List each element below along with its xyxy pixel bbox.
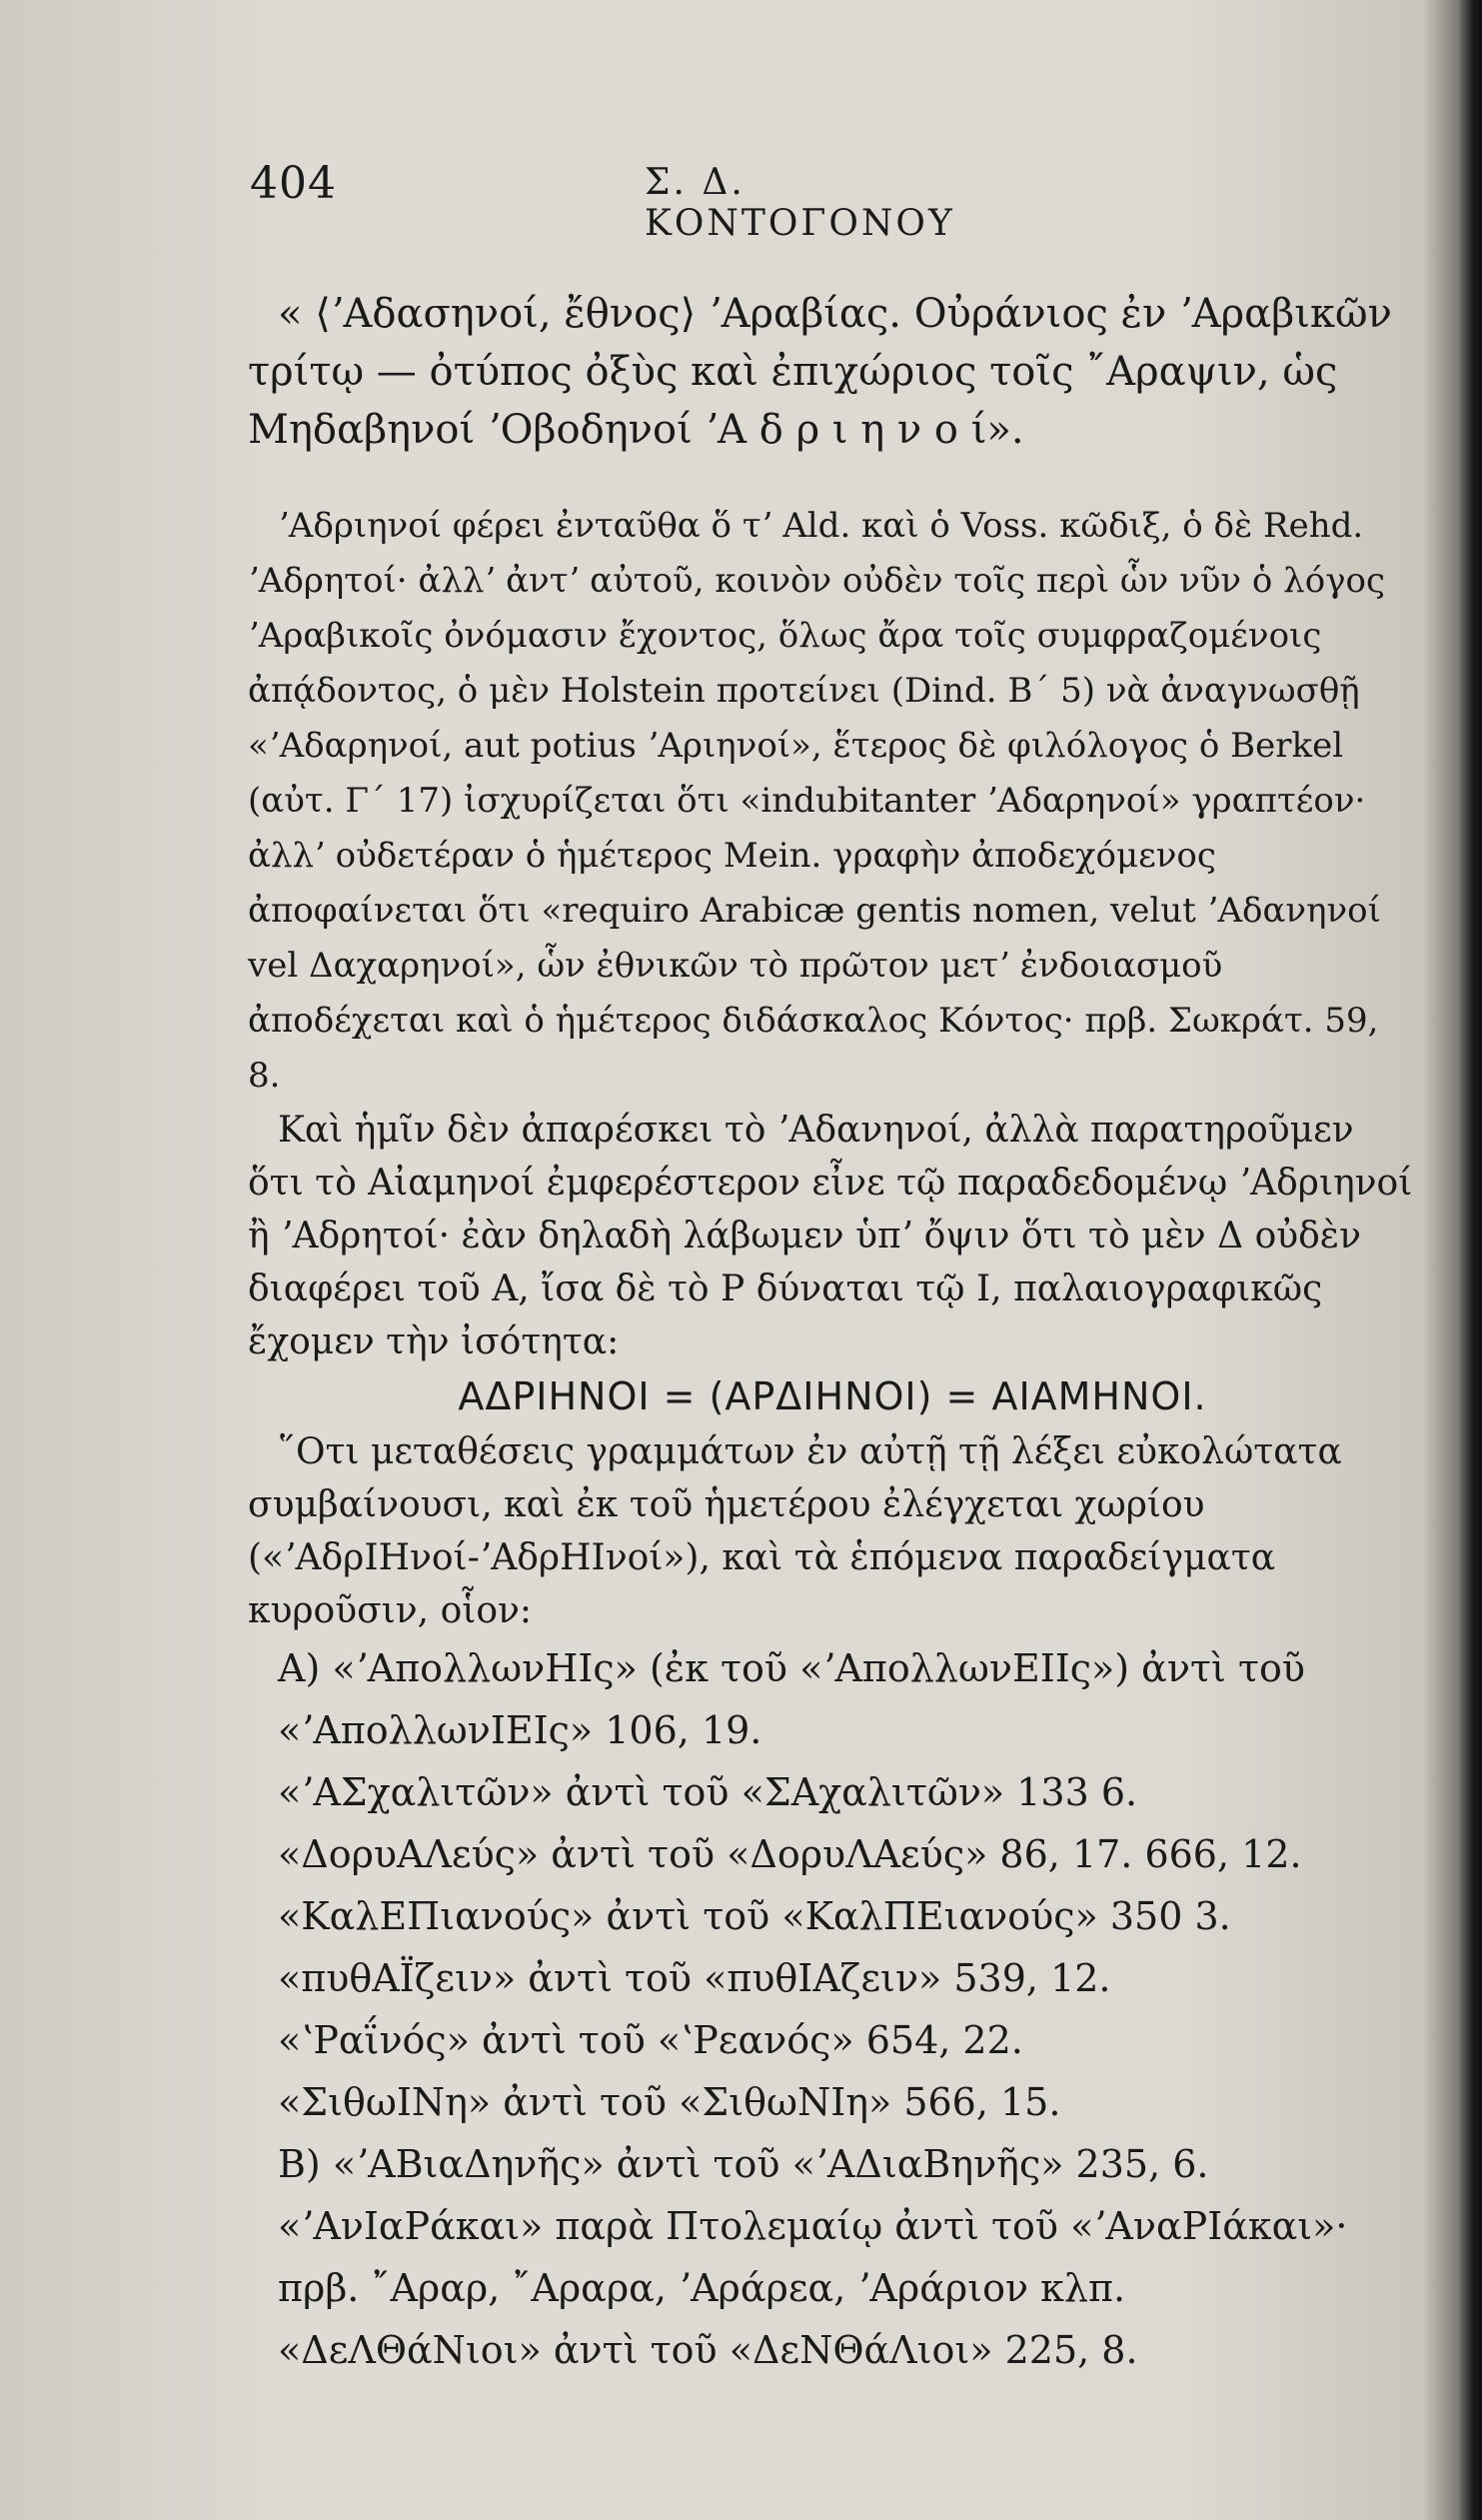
example-a-1: Α) «ʼΑπολλωνΗΙς» (ἐκ τοῦ «ʼΑπολλωνΕΙΙς») ἀντὶ τοῦ «ʼΑπολλωνΙΕΙς» 106, 19. xyxy=(278,1646,1305,1752)
critical-note: ʼΑδριηνοί φέρει ἐνταῦθα ὅ τʼ Ald. καὶ ὁ Voss. κῶδιξ, ὁ δὲ Rehd. ʼΑδρητοί· ἀλλʼ ἀντʼ αὐτοῦ, κοινὸν οὐδὲν τοῖς περὶ ὧν νῦν ὁ λόγος ʼΑραβικοῖς ὀνόμασιν ἔχοντος, ὅλως ἄρα τοῖς συμφραζομένοις ἀπᾴδοντος, ὁ μὲν Holstein προτείνει (Dind. Β΄ 5) νὰ ἀναγνωσθῇ «ʼΑδαρηνοί, aut potius ʼΑριηνοί», ἕτερος δὲ φιλόλογος ὁ Berkel (αὐτ. Γ΄ 17) ἰσχυρίζεται ὅτι «indubitanter ʼΑδαρηνοί» γραπτέον· ἀλλʼ οὐδετέραν ὁ ἡμέτερος Mein. γραφὴν ἀποδεχόμενος ἀποφαίνεται ὅτι «requiro Arabicæ gentis nomen, velut ʼΑδανηνοί vel Δαχαρηνοί», ὧν ἐθνικῶν τὸ πρῶτον μετʼ ἐνδοιασμοῦ ἀποδέχεται καὶ ὁ ἡμέτερος διδάσκαλος Κόντος· πρβ. Σωκράτ. 59, 8. xyxy=(248,506,1386,1096)
page-body xyxy=(248,285,1417,2381)
example-a-6: «ʽΡαΐνός» ἀντὶ τοῦ «ʽΡεανός» 654, 22. xyxy=(278,2018,1023,2062)
example-a-7: «ΣιθωΙΝη» ἀντὶ τοῦ «ΣιθωΝΙη» 566, 15. xyxy=(278,2080,1061,2124)
example-a-3: «ΔορυΑΛεύς» ἀντὶ τοῦ «ΔορυΛΑεύς» 86, 17. 666, 12. xyxy=(278,1832,1302,1876)
lexicon-entry: « ⟨ʼΑδασηνοί, ἔθνος⟩ ʼΑραβίας. Οὐράνιος ἐν ʼΑραβικῶν τρίτῳ — ὀτύπος ὀξὺς καὶ ἐπιχώριος τοῖς ῎Αραψιν, ὡς Μηδαβηνοί ʼΟβοδηνοί ʼΑ δ ρ ι η ν ο ί». xyxy=(248,291,1392,453)
examples-b xyxy=(248,2133,1417,2381)
example-b-1: Β) «ʼΑΒιαΔηνῆς» ἀντὶ τοῦ «ʼΑΔιαΒηνῆς» 235, 6. xyxy=(278,2142,1209,2186)
example-a-5: «πυθΑΪζειν» ἀντὶ τοῦ «πυθΙΑζειν» 539, 12. xyxy=(278,1956,1111,2000)
running-head: Σ. Δ. ΚΟΝΤΟΓΟΝΟΥ xyxy=(645,162,955,244)
example-b-2: «ʼΑνΙαΡάκαι» παρὰ Πτολεμαίῳ ἀντὶ τοῦ «ʼΑναΡΙάκαι»· πρβ. ῎Αραρ, ῎Αραρα, ʼΑράρεα, ʼΑράριον κλπ. xyxy=(278,2204,1348,2310)
example-a-2: «ʼΑΣχαλιτῶν» ἀντὶ τοῦ «ΣΑχαλιτῶν» 133 6. xyxy=(278,1770,1138,1814)
example-b-3: «ΔεΛΘάΝιοι» ἀντὶ τοῦ «ΔεΝΘάΛιοι» 225, 8. xyxy=(278,2328,1138,2372)
example-a-4: «ΚαλΕΠιανούς» ἀντὶ τοῦ «ΚαλΠΕιανούς» 350 3. xyxy=(278,1894,1231,1938)
examples-a xyxy=(248,1637,1417,2133)
page-edge-shadow xyxy=(1460,0,1482,2520)
paragraph-1: Καὶ ἡμῖν δὲν ἀπαρέσκει τὸ ʼΑδανηνοί, ἀλλὰ παρατηροῦμεν ὅτι τὸ Αἰαμηνοί ἐμφερέστερον εἶνε τῷ παραδεδομένῳ ʼΑδριηνοί ἢ ʼΑδρητοί· ἐὰν δηλαδὴ λάβωμεν ὑπʼ ὄψιν ὅτι τὸ μὲν Δ οὐδὲν διαφέρει τοῦ Α, ἴσα δὲ τὸ Ρ δύναται τῷ Ι, παλαιογραφικῶς ἔχομεν τὴν ἰσότητα: xyxy=(248,1110,1413,1362)
paragraph-2: ῞Οτι μεταθέσεις γραμμάτων ἐν αὐτῇ τῇ λέξει εὐκολώτατα συμβαίνουσι, καὶ ἐκ τοῦ ἡμετέρου ἐλέγχεται χωρίου («ʼΑδρΙΗνοί-ʼΑδρΗΙνοί»), καὶ τὰ ἑπόμενα παραδείγματα κυροῦσιν, οἷον: xyxy=(248,1431,1342,1631)
page-number: 404 xyxy=(250,158,337,209)
equation: ΑΔΡΙΗΝΟΙ = (ΑΡΔΙΗΝΟΙ) = ΑΙΑΜΗΝΟΙ. xyxy=(458,1374,1207,1418)
